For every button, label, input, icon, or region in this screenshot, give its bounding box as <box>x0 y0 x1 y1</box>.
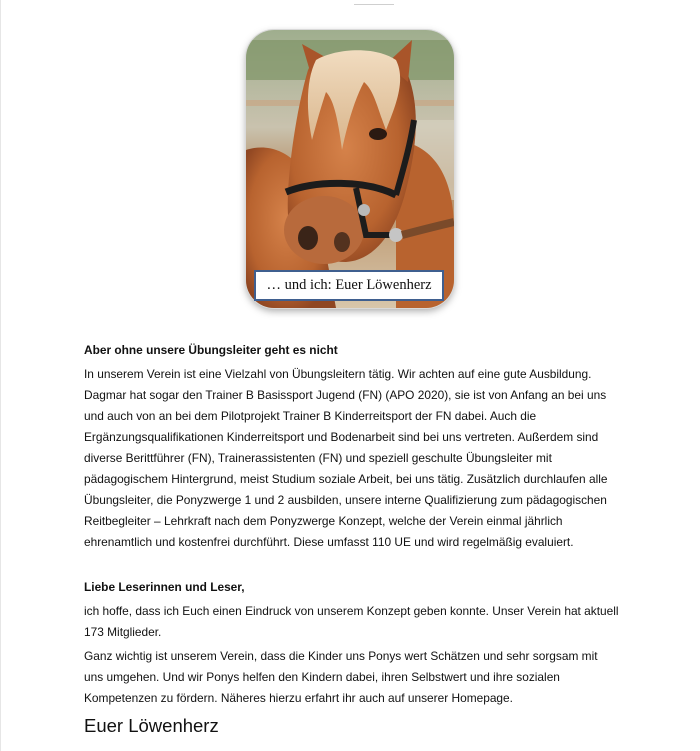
text-line: Übungsleiter, die Ponyzwerge 1 und 2 ausbilden, unsere interne Qualifizierung zum pädagogischen <box>84 493 607 507</box>
text-line: Reitbegleiter – Lehrkraft nach dem Ponyzwerge Konzept, welche der Verein einmal jährlich <box>84 514 563 528</box>
text-line: ich hoffe, dass ich Euch einen Eindruck von unserem Konzept geben konnte. Unser Verein hat aktuell <box>84 604 619 618</box>
text-line: uns umgehen. Und wir Ponys helfen den Kindern dabei, ihren Selbstwert und ihre sozialen <box>84 670 560 684</box>
photo-caption: … und ich: Euer Löwenherz <box>254 270 444 301</box>
text-line: Kompetenzen zu fördern. Näheres hierzu erfahrt ihr auch auf unserer Homepage. <box>84 691 513 705</box>
greeting-paragraph <box>84 601 624 643</box>
text-line: ehrenamtlich und kostenfrei durchführt. Diese umfasst 110 UE und wird regelmäßig evaluiert. <box>84 535 574 549</box>
pony-portrait-icon <box>246 30 454 308</box>
text-line: und auch von an bei dem Pilotprojekt Trainer B Kinderreitsport der FN dabei. Auch die <box>84 409 537 423</box>
page-edge <box>0 0 1 751</box>
text-line: Ergänzungsqualifikationen Kinderreitsport und Bodenarbeit sind bei uns vertreten. Außerdem sind <box>84 430 599 444</box>
text-line: 173 Mitglieder. <box>84 625 162 639</box>
signature: Euer Löwenherz <box>84 715 219 736</box>
section-heading: Aber ohne unsere Übungsleiter geht es nicht <box>84 343 338 357</box>
closing-paragraph <box>84 646 624 709</box>
greeting-heading: Liebe Leserinnen und Leser, <box>84 580 245 594</box>
article-body <box>84 340 624 737</box>
pony-photo <box>246 30 454 308</box>
top-divider <box>354 0 394 5</box>
text-line: diverse Berittführer (FN), Trainerassistenten (FN) und speziell geschulte Übungsleiter mit <box>84 451 552 465</box>
text-line: Ganz wichtig ist unserem Verein, dass die Kinder uns Ponys wert Schätzen und sehr sorgsam mit <box>84 649 598 663</box>
text-line: Dagmar hat sogar den Trainer B Basissport Jugend (FN) (APO 2020), sie ist von Anfang an bei uns <box>84 388 607 402</box>
text-line: pädagogischem Hintergrund, meist Studium soziale Arbeit, bei uns tätig. Zusätzlich durchlaufen alle <box>84 472 608 486</box>
text-line: In unserem Verein ist eine Vielzahl von Übungsleitern tätig. Wir achten auf eine gute Ausbildung. <box>84 367 592 381</box>
section-paragraph <box>84 364 624 553</box>
